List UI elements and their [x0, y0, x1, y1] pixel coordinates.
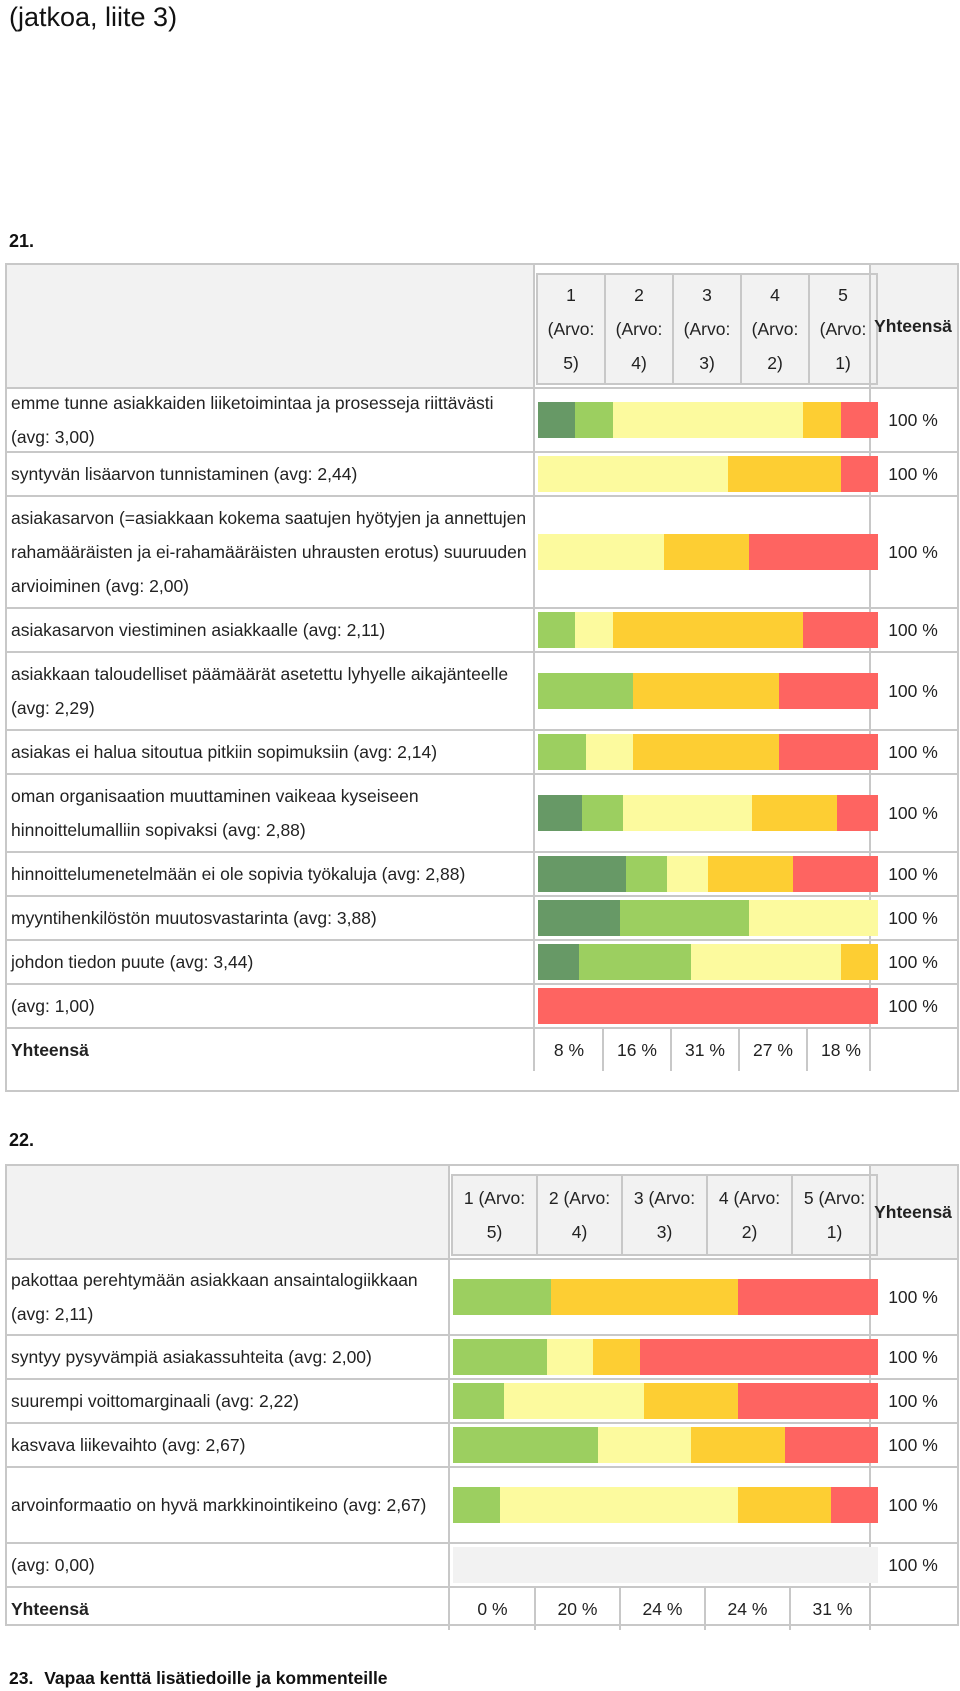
bar-segment-2	[538, 673, 633, 709]
bar-segment-3	[623, 795, 752, 831]
column-total-2: 20 %	[557, 1598, 598, 1619]
separator	[869, 1588, 871, 1630]
row-total: 100 %	[888, 741, 938, 762]
row-total: 100 %	[888, 409, 938, 430]
question-23-number: 23.	[9, 1668, 34, 1688]
header-row	[7, 265, 957, 387]
column-total-1: 0 %	[477, 1598, 508, 1619]
separator	[533, 941, 535, 983]
separator	[738, 1029, 740, 1071]
separator	[602, 1029, 604, 1071]
table-row	[7, 773, 957, 851]
table-row	[7, 1422, 957, 1466]
separator	[869, 1029, 871, 1071]
bar-segment-3	[504, 1383, 644, 1419]
column-total-5: 31 %	[812, 1598, 853, 1619]
separator	[533, 897, 535, 939]
column-header-3	[672, 273, 742, 385]
bar-segment-4	[613, 612, 803, 648]
bar-segment-1	[538, 795, 582, 831]
row-label: suurempi voittomarginaali (avg: 2,22)	[11, 1391, 299, 1411]
row-total: 100 %	[888, 802, 938, 823]
distribution-bar	[538, 402, 878, 438]
separator	[533, 389, 535, 451]
separator	[704, 1588, 706, 1630]
bar-segment-3	[749, 900, 878, 936]
bar-segment-empty	[453, 1547, 878, 1583]
table-row	[7, 1542, 957, 1586]
question-21-number: 21.	[9, 231, 35, 251]
totals-label: Yhteensä	[11, 1599, 89, 1619]
bar-segment-3	[598, 1427, 692, 1463]
row-label: asiakkaan taloudelliset päämäärät asetettu lyhyelle aikajänteelle (avg: 2,29)	[11, 664, 509, 718]
bar-segment-5	[738, 1279, 878, 1315]
table-row	[7, 1258, 957, 1334]
totals-row	[7, 1027, 957, 1071]
bar-segment-5	[538, 988, 878, 1024]
column-header-label: 5 (Arvo: 1)	[819, 285, 867, 373]
column-header-label: 4 (Arvo: 2)	[751, 285, 799, 373]
table-row	[7, 651, 957, 729]
bar-segment-2	[453, 1383, 504, 1419]
column-header-4	[740, 273, 810, 385]
totals-row	[7, 1586, 957, 1630]
row-label: arvoinformaatio on hyvä markkinointikeino (avg: 2,67)	[11, 1495, 427, 1515]
row-total: 100 %	[888, 1286, 938, 1307]
row-label: pakottaa perehtymään asiakkaan ansaintalogiikkaan (avg: 2,11)	[11, 1270, 418, 1324]
distribution-bar	[538, 944, 878, 980]
bar-segment-3	[667, 856, 708, 892]
column-total-5: 18 %	[821, 1039, 861, 1060]
distribution-bar	[538, 988, 878, 1024]
row-total: 100 %	[888, 541, 938, 562]
bar-segment-3	[538, 534, 664, 570]
page-heading: (jatkoa, liite 3)	[9, 2, 178, 32]
bar-segment-5	[749, 534, 878, 570]
row-label: (avg: 0,00)	[11, 1555, 95, 1575]
row-label: asiakasarvon viestiminen asiakkaalle (avg: 2,11)	[11, 620, 386, 640]
distribution-bar	[453, 1427, 878, 1463]
bar-segment-2	[579, 944, 691, 980]
row-total: 100 %	[888, 680, 938, 701]
column-header-label: 2 (Arvo: 4)	[615, 285, 663, 373]
row-label: syntyy pysyvämpiä asiakassuhteita (avg: 2,00)	[11, 1347, 372, 1367]
separator	[533, 653, 535, 729]
bar-segment-3	[575, 612, 612, 648]
bar-segment-3	[538, 456, 728, 492]
row-label: oman organisaation muuttaminen vaikeaa kyseiseen hinnoittelumalliin sopivaksi (avg: 2,88)	[11, 786, 419, 840]
row-total: 100 %	[888, 1346, 938, 1367]
column-header-3	[621, 1174, 708, 1256]
separator	[533, 985, 535, 1027]
separator	[789, 1588, 791, 1630]
table-row	[7, 451, 957, 495]
separator	[448, 1336, 450, 1378]
separator	[448, 1380, 450, 1422]
bar-segment-3	[613, 402, 803, 438]
bar-segment-4	[691, 1427, 785, 1463]
distribution-bar	[453, 1339, 878, 1375]
column-header-label: 3 (Arvo: 3)	[683, 285, 731, 373]
table-row	[7, 1334, 957, 1378]
row-total: 100 %	[888, 863, 938, 884]
row-total: 100 %	[888, 463, 938, 484]
separator	[806, 1029, 808, 1071]
question-21-table	[5, 263, 959, 1092]
bar-segment-5	[785, 1427, 879, 1463]
row-total: 100 %	[888, 951, 938, 972]
table-row	[7, 983, 957, 1027]
row-total: 100 %	[888, 1554, 938, 1575]
bar-segment-1	[538, 402, 575, 438]
distribution-bar	[538, 900, 878, 936]
separator	[869, 265, 871, 387]
row-label: emme tunne asiakkaiden liiketoimintaa ja prosesseja riittävästi (avg: 3,00)	[11, 393, 494, 447]
separator	[448, 1166, 450, 1258]
separator	[448, 1468, 450, 1542]
column-total-1: 8 %	[553, 1039, 585, 1060]
table-row	[7, 851, 957, 895]
row-label: asiakasarvon (=asiakkaan kokema saatujen hyötyjen ja annettujen rahamääräisten ja ei-rahamääräisten uhrausten erotus) suuruuden arvioiminen (avg: 2,00)	[11, 508, 527, 596]
distribution-bar	[538, 856, 878, 892]
separator	[619, 1588, 621, 1630]
table-row	[7, 495, 957, 607]
row-label: (avg: 1,00)	[11, 996, 95, 1016]
separator	[533, 609, 535, 651]
table-row	[7, 387, 957, 451]
column-total-4: 24 %	[727, 1598, 768, 1619]
separator	[533, 775, 535, 851]
bar-segment-2	[575, 402, 612, 438]
question-23-title: Vapaa kenttä lisätiedoille ja kommenteille	[44, 1668, 388, 1688]
table-row	[7, 895, 957, 939]
bar-segment-3	[691, 944, 841, 980]
row-total: 100 %	[888, 619, 938, 640]
separator	[448, 1424, 450, 1466]
column-header-2	[536, 1174, 623, 1256]
bar-segment-4	[633, 734, 779, 770]
distribution-bar	[453, 1487, 878, 1523]
bar-segment-2	[453, 1279, 551, 1315]
separator	[869, 1166, 871, 1258]
column-header-label: 1 (Arvo: 5)	[547, 285, 595, 373]
bar-segment-3	[547, 1339, 594, 1375]
separator	[448, 1260, 450, 1334]
bar-segment-2	[453, 1427, 598, 1463]
bar-segment-1	[538, 944, 579, 980]
bar-segment-4	[708, 856, 793, 892]
bar-segment-4	[633, 673, 779, 709]
header-background	[7, 265, 535, 387]
column-total-3: 31 %	[685, 1039, 725, 1060]
bar-segment-4	[738, 1487, 832, 1523]
bar-segment-3	[586, 734, 634, 770]
bar-segment-4	[593, 1339, 640, 1375]
column-header-4	[706, 1174, 793, 1256]
column-header-label: 1 (Arvo: 5)	[463, 1188, 526, 1242]
table-row	[7, 1466, 957, 1542]
table-row	[7, 1378, 957, 1422]
row-label: myyntihenkilöstön muutosvastarinta (avg: 3,88)	[11, 908, 377, 928]
question-22-table	[5, 1164, 959, 1626]
bar-segment-4	[644, 1383, 738, 1419]
row-total: 100 %	[888, 1494, 938, 1515]
bar-segment-4	[551, 1279, 738, 1315]
bar-segment-1	[538, 856, 626, 892]
column-header-5	[808, 273, 878, 385]
bar-segment-4	[728, 456, 840, 492]
bar-segment-2	[538, 612, 575, 648]
distribution-bar	[453, 1279, 878, 1315]
separator	[534, 1588, 536, 1630]
bar-segment-3	[500, 1487, 738, 1523]
table-row	[7, 607, 957, 651]
separator	[533, 853, 535, 895]
column-header-label: 3 (Arvo: 3)	[633, 1188, 696, 1242]
bar-segment-2	[620, 900, 749, 936]
column-total-3: 24 %	[642, 1598, 683, 1619]
separator	[670, 1029, 672, 1071]
header-row	[7, 1166, 957, 1258]
column-total-4: 27 %	[753, 1039, 793, 1060]
distribution-bar	[538, 534, 878, 570]
total-column-header: Yhteensä	[874, 316, 952, 336]
bar-segment-5	[779, 734, 878, 770]
bar-segment-4	[803, 402, 840, 438]
bar-segment-5	[793, 856, 878, 892]
column-header-1	[451, 1174, 538, 1256]
bar-segment-5	[640, 1339, 878, 1375]
separator	[533, 497, 535, 607]
separator	[448, 1544, 450, 1586]
row-total: 100 %	[888, 1390, 938, 1411]
row-label: asiakas ei halua sitoutua pitkiin sopimuksiin (avg: 2,14)	[11, 742, 438, 762]
column-header-1	[536, 273, 606, 385]
bar-segment-1	[538, 900, 620, 936]
bar-segment-5	[803, 612, 878, 648]
bar-segment-2	[626, 856, 667, 892]
column-header-5	[791, 1174, 878, 1256]
separator	[533, 731, 535, 773]
bar-segment-2	[453, 1339, 547, 1375]
bar-segment-5	[779, 673, 878, 709]
column-header-label: 4 (Arvo: 2)	[718, 1188, 781, 1242]
distribution-bar	[538, 456, 878, 492]
distribution-bar	[453, 1547, 878, 1583]
bar-segment-2	[538, 734, 586, 770]
table-row	[7, 939, 957, 983]
table-row	[7, 729, 957, 773]
distribution-bar	[538, 673, 878, 709]
distribution-bar	[538, 795, 878, 831]
question-22-number: 22.	[9, 1130, 35, 1150]
question-23-heading	[9, 1668, 388, 1689]
total-column-header: Yhteensä	[874, 1202, 952, 1222]
distribution-bar	[453, 1383, 878, 1419]
totals-label: Yhteensä	[11, 1040, 89, 1060]
separator	[533, 453, 535, 495]
column-header-label: 2 (Arvo: 4)	[548, 1188, 611, 1242]
row-label: johdon tiedon puute (avg: 3,44)	[11, 952, 254, 972]
distribution-bar	[538, 612, 878, 648]
bar-segment-2	[582, 795, 623, 831]
column-total-2: 16 %	[617, 1039, 657, 1060]
row-label: hinnoittelumenetelmään ei ole sopivia työkaluja (avg: 2,88)	[11, 864, 466, 884]
bar-segment-4	[664, 534, 749, 570]
row-total: 100 %	[888, 907, 938, 928]
distribution-bar	[538, 734, 878, 770]
column-header-2	[604, 273, 674, 385]
separator	[533, 265, 535, 387]
bar-segment-5	[738, 1383, 878, 1419]
row-label: kasvava liikevaihto (avg: 2,67)	[11, 1435, 246, 1455]
bar-segment-4	[752, 795, 837, 831]
row-label: syntyvän lisäarvon tunnistaminen (avg: 2,44)	[11, 464, 358, 484]
row-total: 100 %	[888, 1434, 938, 1455]
column-header-label: 5 (Arvo: 1)	[803, 1188, 866, 1242]
row-total: 100 %	[888, 995, 938, 1016]
bar-segment-2	[453, 1487, 500, 1523]
header-background	[7, 1166, 450, 1258]
